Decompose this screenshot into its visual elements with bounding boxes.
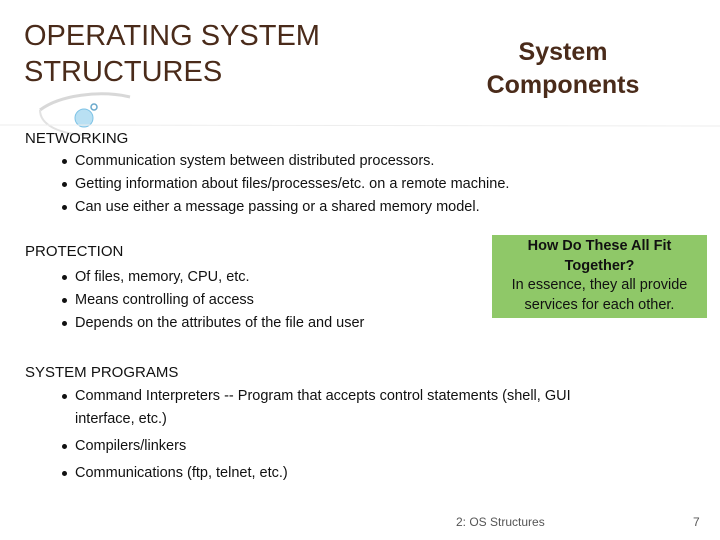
protection-list: [25, 266, 364, 335]
list-item: Can use either a message passing or a shared memory model.: [25, 196, 509, 219]
callout-answer: In essence, they all provide services for each other.: [511, 277, 688, 313]
subtitle-line-1: System: [518, 38, 608, 66]
slide-subtitle: [470, 36, 656, 102]
slide-footer: 2: OS Structures: [456, 515, 545, 529]
system-programs-heading: SYSTEM PROGRAMS: [25, 364, 179, 381]
list-item: Command Interpreters -- Program that accepts control statements (shell, GUI interface, etc.): [25, 385, 585, 431]
list-item: Depends on the attributes of the file and user: [25, 312, 364, 335]
list-item: Means controlling of access: [25, 289, 364, 312]
callout-box: [492, 235, 707, 318]
list-item: Communication system between distributed processors.: [25, 150, 509, 173]
subtitle-line-2: Components: [486, 71, 640, 99]
networking-list: [25, 150, 509, 219]
title-line-1: OPERATING SYSTEM: [24, 20, 320, 52]
list-item: Of files, memory, CPU, etc.: [25, 266, 364, 289]
system-programs-list: [25, 385, 585, 489]
slide-title: [24, 18, 320, 90]
list-item: Getting information about files/processes/etc. on a remote machine.: [25, 173, 509, 196]
protection-heading: PROTECTION: [25, 243, 124, 260]
page-number: 7: [693, 515, 700, 529]
networking-heading: NETWORKING: [25, 130, 129, 147]
list-item: Compilers/linkers: [25, 435, 585, 458]
list-item: Communications (ftp, telnet, etc.): [25, 462, 585, 485]
callout-question: How Do These All Fit Together?: [527, 238, 672, 274]
title-line-2: STRUCTURES: [24, 56, 223, 88]
